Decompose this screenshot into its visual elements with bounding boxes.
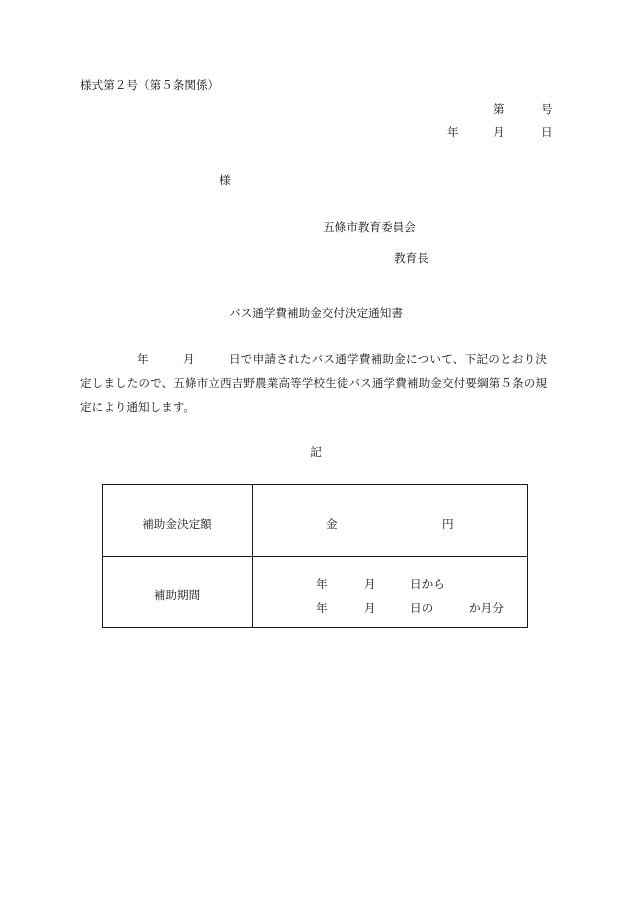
period-from-year: 年 — [316, 577, 328, 591]
notice-line-3-text: 定により通知します。 — [80, 400, 196, 414]
period-months-count: か月分 — [469, 601, 504, 615]
issue-date-day: 日 — [541, 125, 553, 139]
issue-date-year: 年 — [447, 125, 459, 139]
period-label: 補助期間 — [153, 588, 201, 602]
amount-unit: 円 — [442, 517, 454, 531]
issuer-title: 教育長 — [394, 251, 429, 265]
period-to-month: 月 — [364, 601, 376, 615]
issuer-organization: 五條市教育委員会 — [323, 220, 416, 234]
period-to-year: 年 — [316, 601, 328, 615]
notice-line-1-month: 月 — [183, 352, 195, 366]
recipient-honorific: 様 — [219, 173, 231, 187]
document-number-prefix: 第 — [493, 102, 505, 116]
record-heading: 記 — [310, 445, 322, 459]
amount-prefix: 金 — [326, 517, 338, 531]
notice-line-1-year: 年 — [137, 352, 149, 366]
period-from-month: 月 — [364, 577, 376, 591]
period-from-day: 日から — [410, 577, 445, 591]
period-to-day: 日の — [410, 601, 434, 615]
document-number-suffix: 号 — [541, 102, 553, 116]
issue-date-month: 月 — [493, 125, 505, 139]
notice-line-1-text: 日で申請されたバス通学費補助金について、下記のとおり決 — [229, 352, 547, 366]
form-number: 様式第２号（第５条関係） — [80, 78, 220, 92]
table-row-divider — [102, 556, 528, 557]
document-title: バス通学費補助金交付決定通知書 — [229, 306, 403, 320]
notice-line-2-text: 定しましたので、五條市立西吉野農業高等学校生徒バス通学費補助金交付要綱第５条の規 — [80, 376, 547, 390]
amount-label: 補助金決定額 — [142, 517, 212, 531]
